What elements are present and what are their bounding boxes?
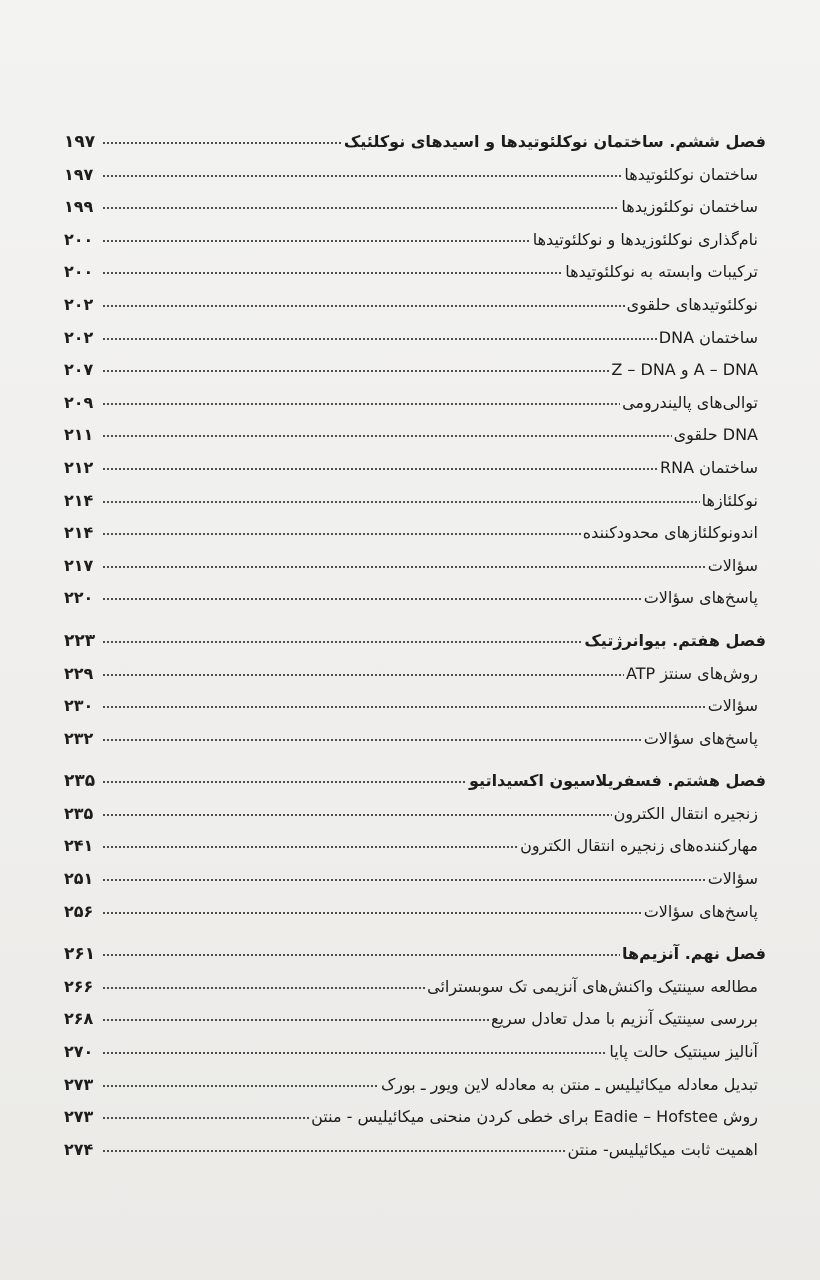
dot-leader bbox=[102, 500, 700, 504]
toc-entry-page-number: ۲۶۸ bbox=[64, 1009, 94, 1029]
toc-entry-label: A – DNA و Z – DNA bbox=[611, 360, 758, 380]
toc-entry-label: نوکلئوتیدهای حلقوی bbox=[626, 294, 758, 314]
toc-entry bbox=[64, 658, 766, 691]
dot-leader bbox=[102, 434, 672, 438]
toc-entry-page-number: ۲۴۱ bbox=[64, 836, 94, 856]
table-of-contents bbox=[64, 126, 766, 1176]
chapter-page-number: ۲۲۳ bbox=[64, 630, 96, 651]
chapter-section bbox=[64, 625, 766, 755]
chapter-heading bbox=[64, 625, 766, 658]
toc-entry-label: مطالعه سینتیک واکنش‌های آنزیمی تک سوبسترائی bbox=[427, 976, 758, 996]
toc-entry-label: اندونوکلئازهای محدودکننده bbox=[582, 523, 758, 543]
toc-entry-label: آنالیز سینتیک حالت پایا bbox=[609, 1042, 758, 1062]
chapter-title: فصل هفتم. بیوانرژتیک bbox=[584, 630, 766, 650]
toc-entry bbox=[64, 485, 766, 518]
dot-leader bbox=[102, 239, 531, 243]
toc-entry bbox=[64, 550, 766, 583]
toc-entry bbox=[64, 1003, 766, 1036]
dot-leader bbox=[102, 206, 619, 210]
chapter-title: فصل هشتم. فسفریلاسیون اکسیداتیو bbox=[469, 771, 766, 791]
toc-entry bbox=[64, 387, 766, 420]
dot-leader bbox=[102, 141, 342, 145]
toc-entry bbox=[64, 419, 766, 452]
toc-entry bbox=[64, 830, 766, 863]
toc-entry-label: اهمیت ثابت میکائیلیس- منتن bbox=[567, 1139, 758, 1159]
toc-entry-label: بررسی سینتیک آنزیم با مدل تعادل سریع bbox=[490, 1009, 758, 1029]
toc-entry-page-number: ۱۹۹ bbox=[64, 197, 94, 217]
dot-leader bbox=[102, 402, 620, 406]
toc-entry-label: پاسخ‌های سؤالات bbox=[643, 728, 758, 748]
dot-leader bbox=[102, 467, 658, 471]
chapter-page-number: ۲۳۵ bbox=[64, 771, 96, 792]
toc-entry bbox=[64, 723, 766, 756]
toc-entry bbox=[64, 452, 766, 485]
toc-entry-page-number: ۱۹۷ bbox=[64, 164, 94, 184]
dot-leader bbox=[102, 986, 425, 990]
toc-entry-page-number: ۲۷۴ bbox=[64, 1139, 94, 1159]
dot-leader bbox=[102, 565, 706, 569]
toc-entry-label: روش‌های سنتز ATP bbox=[625, 663, 758, 683]
dot-leader bbox=[102, 953, 620, 957]
toc-entry-label: نام‌گذاری نوکلئوزیدها و نوکلئوتیدها bbox=[532, 229, 758, 249]
chapter-section bbox=[64, 938, 766, 1166]
toc-entry-page-number: ۲۱۲ bbox=[64, 457, 94, 477]
toc-entry-label: ساختمان نوکلئوزیدها bbox=[621, 197, 758, 217]
toc-entry bbox=[64, 798, 766, 831]
dot-leader bbox=[102, 1149, 565, 1153]
dot-leader bbox=[102, 1116, 309, 1120]
chapter-title: فصل نهم. آنزیم‌ها bbox=[622, 944, 766, 964]
dot-leader bbox=[102, 1051, 607, 1055]
toc-entry-page-number: ۲۰۰ bbox=[64, 229, 94, 249]
toc-entry bbox=[64, 1036, 766, 1069]
toc-entry bbox=[64, 322, 766, 355]
toc-entry-label: روش Eadie – Hofstee برای خطی کردن منحنی میکائیلیس - منتن bbox=[311, 1107, 758, 1127]
dot-leader bbox=[102, 878, 706, 882]
dot-leader bbox=[102, 738, 642, 742]
toc-entry bbox=[64, 256, 766, 289]
dot-leader bbox=[102, 532, 581, 536]
toc-entry bbox=[64, 690, 766, 723]
dot-leader bbox=[102, 911, 642, 915]
toc-entry-label: سؤالات bbox=[707, 555, 758, 575]
toc-entry-page-number: ۲۷۳ bbox=[64, 1107, 94, 1127]
toc-entry-page-number: ۲۳۵ bbox=[64, 803, 94, 823]
toc-entry-page-number: ۲۳۰ bbox=[64, 696, 94, 716]
dot-leader bbox=[102, 673, 624, 677]
toc-entry-label: ساختمان DNA bbox=[658, 327, 758, 347]
toc-entry bbox=[64, 224, 766, 257]
dot-leader bbox=[102, 597, 642, 601]
toc-entry-label: تبدیل معادله میکائیلیس ـ منتن به معادله لاین ویور ـ بورک bbox=[380, 1074, 758, 1094]
dot-leader bbox=[102, 845, 518, 849]
dot-leader bbox=[102, 640, 582, 644]
dot-leader bbox=[102, 705, 706, 709]
toc-entry-label: پاسخ‌های سؤالات bbox=[643, 588, 758, 608]
toc-entry bbox=[64, 971, 766, 1004]
toc-entry-label: سؤالات bbox=[707, 869, 758, 889]
toc-entry-page-number: ۲۰۲ bbox=[64, 327, 94, 347]
toc-entry-page-number: ۲۲۰ bbox=[64, 588, 94, 608]
chapter-heading bbox=[64, 126, 766, 159]
dot-leader bbox=[102, 304, 625, 308]
toc-entry-page-number: ۲۰۹ bbox=[64, 392, 94, 412]
toc-entry-page-number: ۲۲۹ bbox=[64, 663, 94, 683]
toc-entry-label: ساختمان نوکلئوتیدها bbox=[624, 164, 758, 184]
toc-entry-label: مهارکننده‌های زنجیره انتقال الکترون bbox=[520, 836, 758, 856]
dot-leader bbox=[102, 271, 563, 275]
chapter-heading bbox=[64, 765, 766, 798]
toc-entry-page-number: ۲۷۳ bbox=[64, 1074, 94, 1094]
toc-entry bbox=[64, 289, 766, 322]
toc-entry bbox=[64, 863, 766, 896]
toc-entry-page-number: ۲۰۰ bbox=[64, 262, 94, 282]
chapter-title: فصل ششم. ساختمان نوکلئوتیدها و اسیدهای نوکلئیک bbox=[343, 132, 766, 151]
toc-entry bbox=[64, 582, 766, 615]
toc-entry bbox=[64, 354, 766, 387]
toc-entry-page-number: ۲۱۷ bbox=[64, 555, 94, 575]
chapter-heading bbox=[64, 938, 766, 971]
toc-entry-label: توالی‌های پالیندرومی bbox=[622, 392, 758, 412]
toc-entry-label: ترکیبات وابسته به نوکلئوتیدها bbox=[565, 262, 758, 282]
toc-entry-page-number: ۲۵۱ bbox=[64, 869, 94, 889]
toc-entry-page-number: ۲۷۰ bbox=[64, 1042, 94, 1062]
toc-entry-page-number: ۲۰۷ bbox=[64, 360, 94, 380]
dot-leader bbox=[102, 337, 657, 341]
toc-entry bbox=[64, 1069, 766, 1102]
toc-entry-page-number: ۲۳۲ bbox=[64, 728, 94, 748]
toc-entry-page-number: ۲۱۱ bbox=[64, 425, 94, 445]
toc-entry-label: DNA حلقوی bbox=[673, 425, 758, 445]
toc-entry-page-number: ۲۵۶ bbox=[64, 901, 94, 921]
dot-leader bbox=[102, 1018, 489, 1022]
toc-entry-page-number: ۲۱۴ bbox=[64, 490, 94, 510]
toc-entry bbox=[64, 1134, 766, 1167]
toc-entry-label: ساختمان RNA bbox=[660, 457, 758, 477]
toc-entry-page-number: ۲۶۶ bbox=[64, 976, 94, 996]
chapter-page-number: ۱۹۷ bbox=[64, 132, 96, 152]
toc-entry-label: سؤالات bbox=[707, 696, 758, 716]
dot-leader bbox=[102, 1084, 379, 1088]
toc-entry-page-number: ۲۰۲ bbox=[64, 294, 94, 314]
chapter-section bbox=[64, 126, 766, 615]
toc-entry bbox=[64, 896, 766, 929]
toc-entry bbox=[64, 159, 766, 192]
dot-leader bbox=[102, 369, 609, 373]
chapter-page-number: ۲۶۱ bbox=[64, 944, 96, 965]
toc-entry bbox=[64, 191, 766, 224]
dot-leader bbox=[102, 174, 622, 178]
dot-leader bbox=[102, 813, 612, 817]
chapter-section bbox=[64, 765, 766, 928]
toc-entry bbox=[64, 1101, 766, 1134]
toc-entry-page-number: ۲۱۴ bbox=[64, 523, 94, 543]
toc-entry-label: زنجیره انتقال الکترون bbox=[613, 803, 758, 823]
toc-entry bbox=[64, 517, 766, 550]
dot-leader bbox=[102, 780, 467, 784]
toc-entry-label: نوکلئازها bbox=[701, 490, 758, 510]
toc-entry-label: پاسخ‌های سؤالات bbox=[643, 901, 758, 921]
